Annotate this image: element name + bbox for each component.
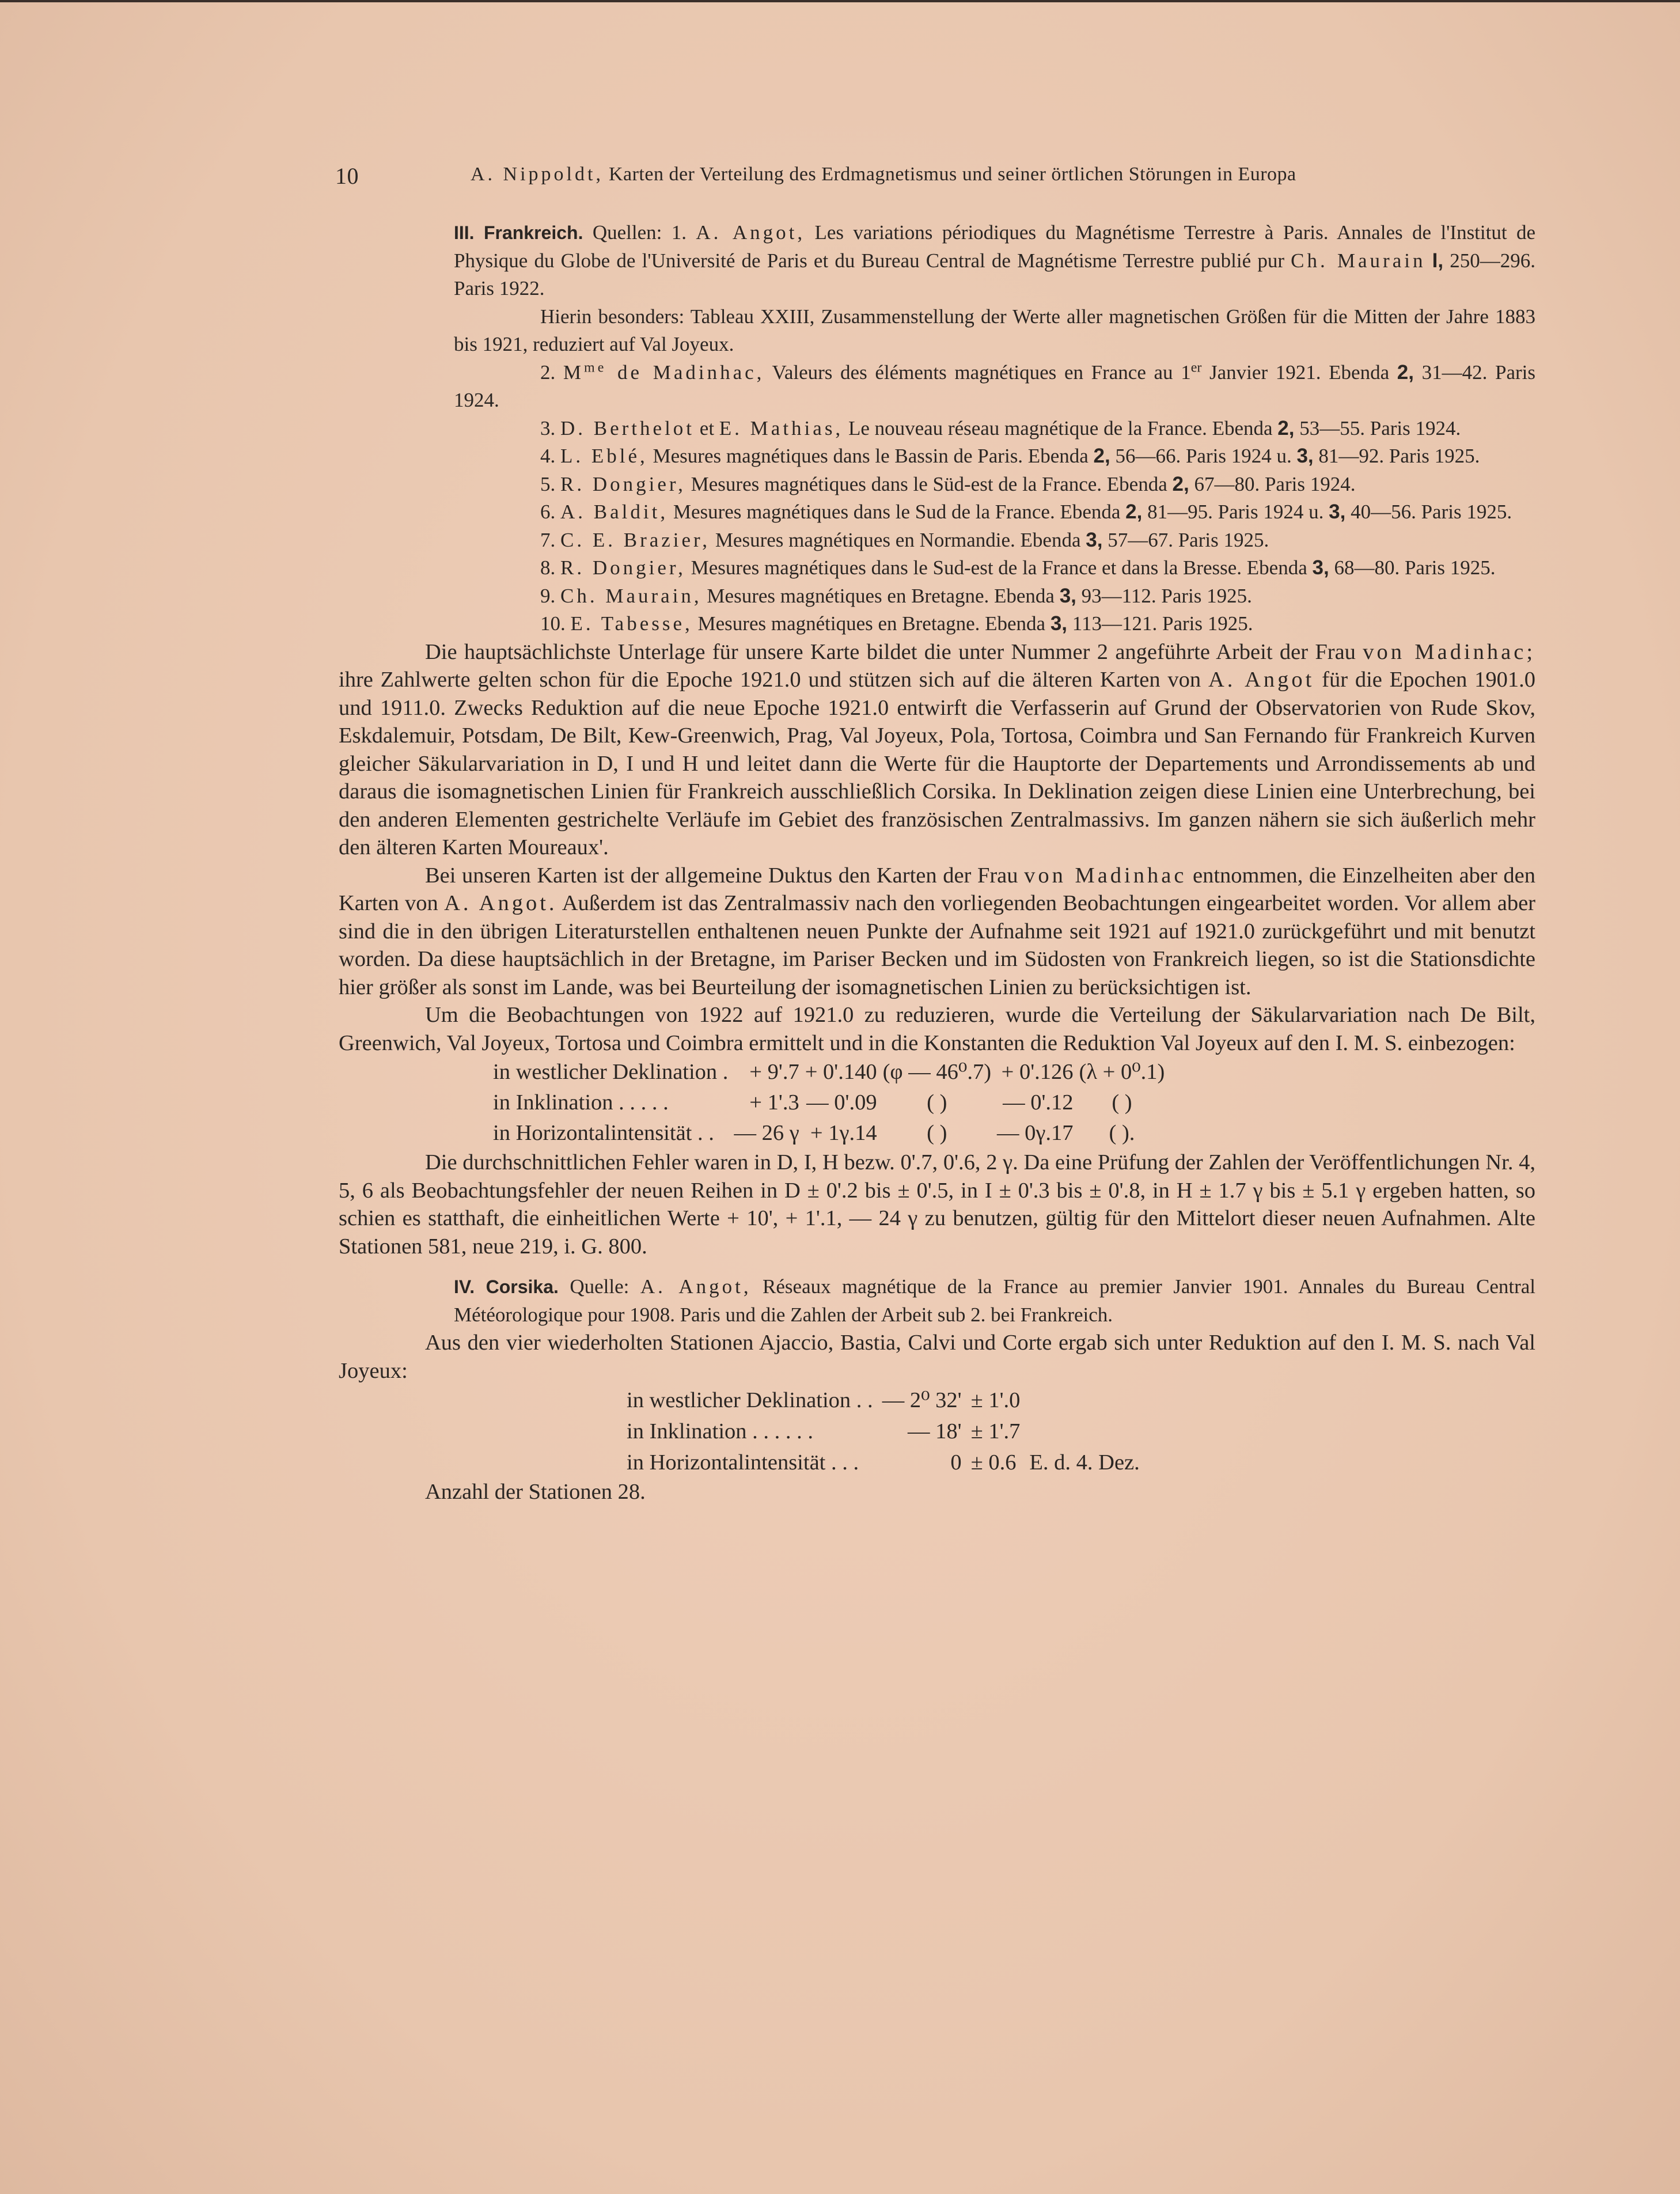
ref-author: L. Eblé, xyxy=(560,445,648,467)
text-run: ihre Zahlwerte gelten schon für die Epoche 1921.0 und stützen sich auf die älteren Karten von xyxy=(339,668,1201,692)
quellen-label: Quellen: xyxy=(592,221,662,244)
reference-4 xyxy=(454,442,1535,471)
header-title: Karten der Verteilung des Erdmagnetismus und seiner örtlichen Störungen in Europa xyxy=(608,164,1296,185)
text-run: Die hauptsächlichste Unterlage für unsere Karte bildet die unter Nummer 2 angeführte Arbeit der Frau xyxy=(425,639,1356,664)
text-run: entnommen, die Einzelheiten aber den Karten von xyxy=(339,863,1536,915)
ref-author xyxy=(563,361,765,384)
ref-text: Janvier 1921. Ebenda xyxy=(1209,361,1390,384)
ref-author-prefix: M xyxy=(563,361,585,384)
section-4-paragraph: Aus den vier wiederholten Stationen Ajaccio, Bastia, Calvi und Corte ergab sich unter Reduktion auf den I. M. S. nach Val Joyeux: xyxy=(339,1331,1535,1383)
ref-tail: 93—112. Paris 1925. xyxy=(1081,584,1252,607)
ref-text: Réseaux magnétique de la France au premier Janvier 1901. Annales du Bureau Central Météorologique pour 1908. Paris und die Zahlen der Arbeit sub 2. bei Frankreich. xyxy=(454,1275,1536,1326)
ref-tail: 250—296. Paris 1922. xyxy=(454,249,1536,300)
header-author: A. Nippoldt, xyxy=(471,164,604,185)
ref-number: 6. xyxy=(540,501,556,523)
reference-note: Hierin besonders: Tableau XXIII, Zusammenstellung der Werte aller magnetischen Größen für die Mitten der Jahre 1883 bis 1921, reduziert auf Val Joyeux. xyxy=(454,305,1535,355)
author-name: A. Angot. xyxy=(444,891,558,915)
table-cell: — 18' xyxy=(908,1419,962,1443)
page-content xyxy=(339,219,1535,1506)
table-cell: — 0γ.17 xyxy=(997,1121,1074,1145)
ref-volume: 3, xyxy=(1329,501,1346,523)
ref-author-sup: me xyxy=(584,359,607,375)
paragraph-3: Um die Beobachtungen von 1922 auf 1921.0 zu reduzieren, wurde die Verteilung der Säkularvariation nach De Bilt, Greenwich, Val Joyeux, Tortosa und Coimbra ermittelt und in die Konstanten die Reduktion Val Joyeux auf den I. M. S. einbezogen: xyxy=(339,1003,1535,1055)
ref-volume: 2, xyxy=(1093,445,1110,467)
ref-tail: 56—66. Paris 1924 u. xyxy=(1115,445,1292,467)
ref-volume: 2, xyxy=(1277,416,1295,439)
ref-author: E. Tabesse, xyxy=(570,612,693,635)
table-cell: + 0'.140 xyxy=(805,1060,877,1084)
ref-text: Mesures magnétiques dans le Sud-est de la France et dans la Bresse. Ebenda xyxy=(691,556,1307,579)
table-cell: — 0'.09 xyxy=(806,1090,877,1115)
table-row xyxy=(627,1385,1149,1416)
ref-text: Mesures magnétiques en Bretagne. Ebenda xyxy=(697,612,1046,635)
ref-number: 9. xyxy=(540,584,556,607)
table-cell: — 26 γ xyxy=(734,1121,799,1145)
ref-volume: 3, xyxy=(1059,584,1076,607)
ref-tail: 53—55. Paris 1924. xyxy=(1299,416,1461,439)
section-3-references xyxy=(339,219,1535,638)
reference-2 xyxy=(454,359,1535,415)
table-cell: — 0'.12 xyxy=(1003,1090,1074,1115)
ref-text: Mesures magnétiques en Bretagne. Ebenda xyxy=(707,584,1055,607)
table-cell: ( ) xyxy=(927,1090,947,1115)
ref-author: C. E. Brazier, xyxy=(560,528,711,551)
table-cell: + 1γ.14 xyxy=(810,1121,877,1145)
ref-volume: 3, xyxy=(1312,556,1329,579)
table-cell: + 0'.126 xyxy=(1001,1060,1074,1084)
spacer xyxy=(339,1260,1535,1273)
paragraph-2 xyxy=(339,862,1535,1002)
table-cell: — 2⁰ 32' xyxy=(882,1388,962,1412)
running-header xyxy=(335,162,1406,191)
ref-number: 10. xyxy=(540,612,566,635)
table-row xyxy=(493,1087,1170,1118)
paragraph-4: Die durchschnittlichen Fehler waren in D, I, H bezw. 0'.7, 0'.6, 2 γ. Da eine Prüfung der Zahlen der Veröffentlichungen Nr. 4, 5, 6 als Beobachtungsfehler der neuen Reihen in D ± 0'.2 bis ± 0'.5, in I ± 0'.3 bis ± 0'.8, in H ± 1.7 γ bis ± 5.1 γ ergeben hatten, so schien es statthaft, die einheitlichen Werte + 10', + 1'.1, — 24 γ zu benutzen, gültig für den Mittelort dieser neuen Aufnahmen. Alte Stationen 581, neue 219, i. G. 800. xyxy=(339,1150,1535,1259)
section-3-body xyxy=(339,638,1535,1261)
table-label: in Inklination . . . . . . xyxy=(627,1419,814,1443)
table-cell: ± 1'.7 xyxy=(970,1419,1021,1443)
ref-volume: 2, xyxy=(1397,361,1414,384)
ref-text: Mesures magnétiques dans le Süd-est de la France. Ebenda xyxy=(691,472,1167,495)
ref-tail: 113—121. Paris 1925. xyxy=(1072,612,1253,635)
author-name: von Madinhac; xyxy=(1363,639,1536,664)
text-run: Außerdem ist das Zentralmassiv nach den vorliegenden Beobachtungen eingearbeitet worden. Vor allem aber sind die in den übrigen Literaturstellen enthaltenen neuen Punkte der Aufnahme seit 1921 auf 1921.0 zurückgeführt und mit benutzt worden. Da diese hauptsächlich in der Bretagne, im Pariser Becken und im Südosten von Frankreich liegen, so ist die Stationsdichte hier größer als sonst im Lande, was bei Beurteilung der isomagnetischen Linien zu berücksichtigen ist. xyxy=(339,891,1535,999)
ref-author: E. Mathias, xyxy=(719,416,844,439)
ref-text: Mesures magnétiques dans le Bassin de Paris. Ebenda xyxy=(653,445,1089,467)
top-border xyxy=(0,0,1680,2)
ref-volume: 3, xyxy=(1086,528,1103,551)
table-cell xyxy=(1029,1385,1148,1416)
ref-text: Mesures magnétiques en Normandie. Ebenda xyxy=(715,528,1081,551)
author-name: von Madinhac xyxy=(1024,863,1187,888)
reduction-table xyxy=(493,1057,1170,1149)
ref-author: D. Berthelot xyxy=(560,416,695,439)
ref-tail: 68—80. Paris 1925. xyxy=(1334,556,1496,579)
page-number: 10 xyxy=(335,163,359,189)
station-count: Anzahl der Stationen 28. xyxy=(425,1480,646,1504)
table-row xyxy=(493,1118,1170,1149)
table-cell: ( ) xyxy=(1112,1090,1132,1115)
ref-text: Les variations périodiques du Magnétisme Terrestre à Paris. Annales de l'Institut de Physique du Globe de l'Université de Paris et du Bureau Central de Magnétisme Terrestre publié pur xyxy=(454,221,1535,272)
section-4-body xyxy=(339,1329,1535,1506)
section-4-source xyxy=(454,1273,1535,1329)
table-label: in westlicher Deklination . . xyxy=(627,1388,873,1412)
ref-conjunction: et xyxy=(699,416,715,439)
reference-6 xyxy=(454,498,1535,526)
header-text xyxy=(471,164,1296,185)
reference-1 xyxy=(454,219,1535,303)
table-cell xyxy=(1029,1416,1148,1447)
ref-author: A. Angot, xyxy=(640,1275,752,1298)
ref-volume: 2, xyxy=(1172,472,1189,495)
reference-9 xyxy=(454,582,1535,611)
ref-number: 1. xyxy=(671,221,687,244)
table-cell: 0 xyxy=(950,1450,962,1475)
section-4-number: IV. xyxy=(454,1276,475,1297)
table-label: in Horizontalintensität . . xyxy=(493,1121,714,1145)
quelle-label: Quelle: xyxy=(570,1275,629,1298)
ref-author: R. Dongier, xyxy=(560,472,686,495)
ref-number: 2. xyxy=(540,361,556,384)
table-cell: ± 0.6 xyxy=(970,1450,1017,1475)
ref-volume: 3, xyxy=(1050,612,1068,635)
table-cell: (φ — 46⁰.7) xyxy=(882,1060,992,1084)
table-row xyxy=(627,1416,1149,1447)
ref-tail: 40—56. Paris 1925. xyxy=(1351,501,1512,523)
ref-tail: 67—80. Paris 1924. xyxy=(1194,472,1356,495)
ref-number: 4. xyxy=(540,445,556,467)
ref-author: Ch. Maurain xyxy=(1291,249,1426,272)
ref-text: Valeurs des éléments magnétiques en France au 1 xyxy=(772,361,1191,384)
table-label: in Horizontalintensität . . . xyxy=(627,1450,859,1475)
ref-tail: 81—95. Paris 1924 u. xyxy=(1147,501,1324,523)
table-label: in westlicher Deklination . xyxy=(493,1060,729,1084)
section-4-references xyxy=(339,1273,1535,1329)
ref-author: A. Baldit, xyxy=(560,501,669,523)
section-3-title: Frankreich. xyxy=(483,222,583,243)
ref-author-name: de Madinhac, xyxy=(617,361,765,384)
reference-8 xyxy=(454,554,1535,582)
reference-10 xyxy=(454,610,1535,638)
ref-author: A. Angot, xyxy=(696,221,806,244)
text-run: Bei unseren Karten ist der allgemeine Duktus den Karten der Frau xyxy=(425,863,1018,888)
table-row xyxy=(493,1057,1170,1087)
ref-volume: I, xyxy=(1432,249,1444,272)
table-cell: ( ) xyxy=(927,1121,947,1145)
ref-number: 7. xyxy=(540,528,556,551)
reference-3 xyxy=(454,415,1535,443)
ref-number: 8. xyxy=(540,556,556,579)
ref-text: Le nouveau réseau magnétique de la France. Ebenda xyxy=(848,416,1273,439)
corsika-table xyxy=(627,1385,1149,1478)
ref-text: Mesures magnétiques dans le Sud de la France. Ebenda xyxy=(673,501,1121,523)
table-cell: ( ). xyxy=(1109,1121,1135,1145)
author-name: A. Angot xyxy=(1208,668,1315,692)
paragraph-1 xyxy=(339,638,1535,862)
ref-tail: 31—42. Paris 1924. xyxy=(454,361,1536,411)
ref-author: Ch. Maurain, xyxy=(560,584,702,607)
ref-volume: 3, xyxy=(1296,445,1314,467)
table-label: in Inklination . . . . . xyxy=(493,1090,669,1115)
table-cell: (λ + 0⁰.1) xyxy=(1079,1060,1165,1084)
ref-volume: 2, xyxy=(1125,501,1143,523)
table-cell: ± 1'.0 xyxy=(970,1388,1021,1412)
ref-tail: 57—67. Paris 1925. xyxy=(1108,528,1269,551)
text-run: für die Epochen 1901.0 und 1911.0. Zwecks Reduktion auf die neue Epoche 1921.0 entwirft die Verfasserin auf Grund der Observatorien von Rude Skov, Eskdalemuir, Potsdam, De Bilt, Kew-Greenwich, Prag, Val Joyeux, Pola, Tortosa, Coimbra und San Fernando für Frankreich Kurven gleicher Säkularvariation in D, I und H und leitet dann die Werte für die Hauptorte der Departements und Arrondissements ab und daraus die isomagnetischen Linien für Frankreich ausschließlich Corsika. In Deklination zeigen diese Linien eine Unterbrechung, bei den anderen Elementen gestrichelte Verläufe im Gebiet des französischen Zentralmassivs. Im ganzen nähern sie sich äußerlich mehr den älteren Karten Moureaux'. xyxy=(339,668,1536,859)
ref-tail: 81—92. Paris 1925. xyxy=(1318,445,1480,467)
ref-author: R. Dongier, xyxy=(560,556,686,579)
ref-number: 3. xyxy=(540,416,556,439)
reference-5 xyxy=(454,471,1535,499)
section-3-number: III. xyxy=(454,222,475,243)
section-4-title: Corsika. xyxy=(486,1276,559,1297)
ref-text-sup: er xyxy=(1190,359,1202,375)
reference-7 xyxy=(454,526,1535,555)
table-cell: + 9'.7 xyxy=(749,1060,799,1084)
table-cell: + 1'.3 xyxy=(749,1090,799,1115)
ref-number: 5. xyxy=(540,472,556,495)
table-cell: E. d. 4. Dez. xyxy=(1029,1450,1140,1475)
table-row xyxy=(627,1447,1149,1478)
